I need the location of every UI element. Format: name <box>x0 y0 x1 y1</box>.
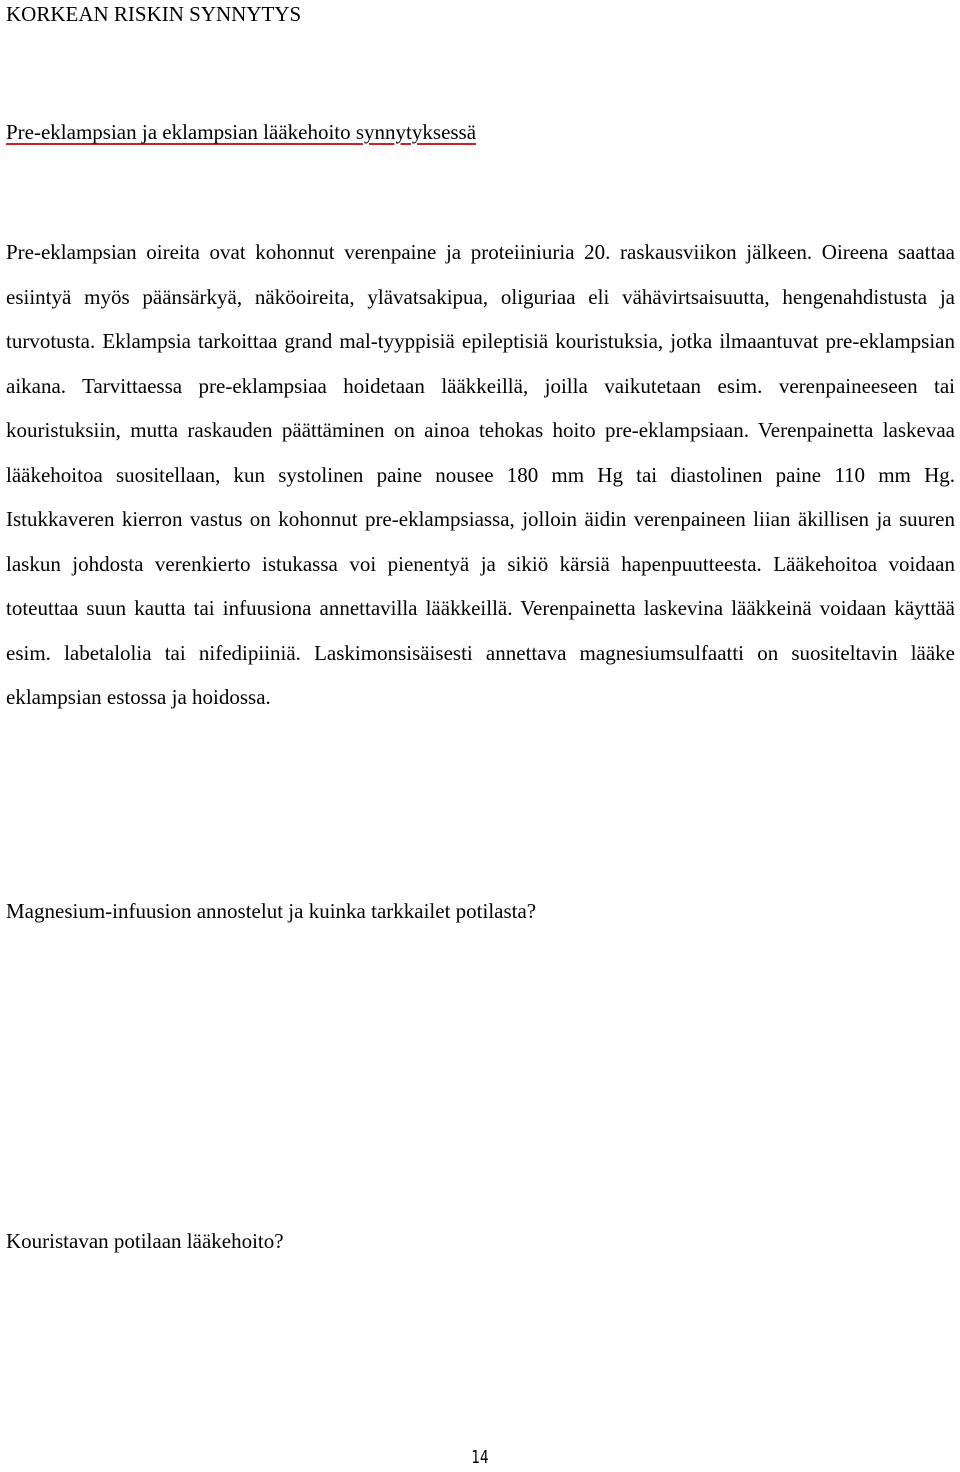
body-paragraph: Pre-eklampsian oireita ovat kohonnut verenpaine ja proteiiniuria 20. raskausviikon jälkeen. Oireena saattaa esiintyä myös päänsärkyä, näköoireita, ylävatsakipua, oliguriaa eli vähävirtsaisuutta, hengenahdistusta ja turvotusta. Eklampsia tarkoittaa grand mal-tyyppisiä epileptisiä kouristuksia, jotka ilmaantuvat pre-eklampsian aikana. Tarvittaessa pre-eklampsiaa hoidetaan lääkkeillä, joilla vaikutetaan esim. verenpaineeseen tai kouristuksiin, mutta raskauden päättäminen on ainoa tehokas hoito pre-eklampsiaan. Verenpainetta laskevaa lääkehoitoa suositellaan, kun systolinen paine nousee 180 mm Hg tai diastolinen paine 110 mm Hg. Istukkaveren kierron vastus on kohonnut pre-eklampsiassa, jolloin äidin verenpaineen liian äkillisen ja suuren laskun johdosta verenkierto istukassa voi pienentyä ja sikiö kärsiä hapenpuutteesta. Lääkehoitoa voidaan toteuttaa suun kautta tai infuusiona annettavilla lääkkeillä. Verenpainetta laskevina lääkkeinä voidaan käyttää esim. labetalolia tai nifedipiiniä. Laskimonsisäisesti annettava magnesiumsulfaatti on suositeltavin lääke eklampsian estossa ja hoidossa. <box>6 240 955 709</box>
document-title: KORKEAN RISKIN SYNNYTYS <box>6 2 302 26</box>
question-magnesium-infusion: Magnesium-infuusion annostelut ja kuinka tarkkailet potilasta? <box>6 899 537 923</box>
section-heading: Pre-eklampsian ja eklampsian lääkehoito synnytyksessä <box>6 120 477 144</box>
question-seizure-medication: Kouristavan potilaan lääkehoito? <box>6 1229 284 1253</box>
page-number: 14 <box>471 1447 489 1468</box>
